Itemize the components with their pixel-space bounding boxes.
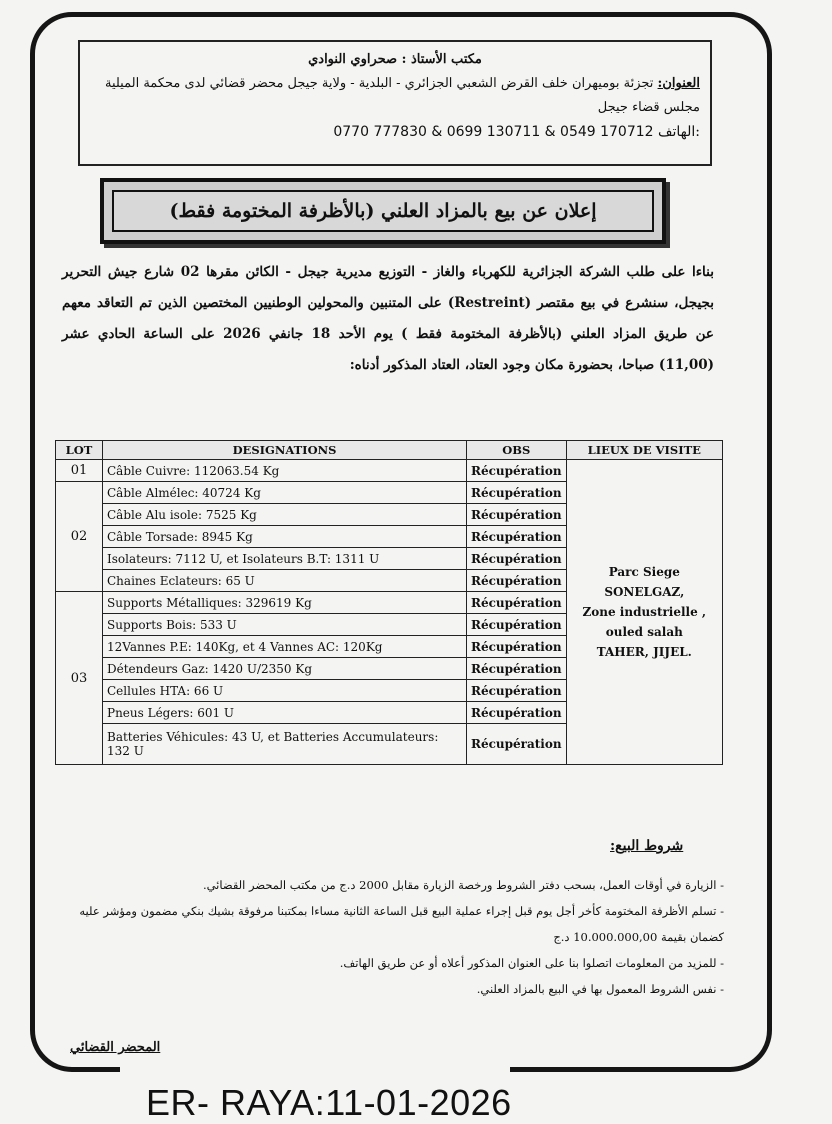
- address-text: تجزئة بوميهران خلف القرض الشعبي الجزائري - البلدية - ولاية جيجل محضر قضائي لدى محكمة الميلية مجلس قضاء جيجل: [104, 76, 700, 115]
- designation: Supports Bois: 533 U: [103, 614, 467, 636]
- lieux-line: TAHER, JIJEL.: [596, 645, 692, 659]
- phone-numbers: 0770 777830 & 0699 130711 & 0549 170712: [333, 124, 654, 140]
- obs: Récupération: [467, 504, 567, 526]
- office-header: [78, 40, 712, 166]
- lot-number: 03: [56, 592, 103, 765]
- table-row: [56, 460, 723, 482]
- header-lot: LOT: [56, 441, 103, 460]
- announcement-title-box: [100, 178, 666, 244]
- obs: Récupération: [467, 724, 567, 765]
- header-designations: DESIGNATIONS: [103, 441, 467, 460]
- header-obs: OBS: [467, 441, 567, 460]
- lieux-line: Parc Siege: [608, 565, 680, 579]
- lots-table: [55, 440, 723, 765]
- designation: Pneus Légers: 601 U: [103, 702, 467, 724]
- condition-item: - للمزيد من المعلومات اتصلوا بنا على العنوان المذكور أعلاه أو عن طريق الهاتف.: [339, 956, 724, 970]
- address-label: العنوان:: [657, 76, 700, 91]
- announcement-title: إعلان عن بيع بالمزاد العلني (بالأظرفة المختومة فقط): [112, 190, 654, 232]
- lieux-line: SONELGAZ,: [604, 585, 685, 599]
- lot-number: 01: [56, 460, 103, 482]
- lieux-line: Zone industrielle ,: [582, 605, 707, 619]
- obs: Récupération: [467, 460, 567, 482]
- publication-footer: ER- RAYA:11-01-2026: [146, 1082, 512, 1123]
- visit-location: [566, 460, 722, 765]
- designation: Câble Cuivre: 112063.54 Kg: [103, 460, 467, 482]
- obs: Récupération: [467, 526, 567, 548]
- designation: Chaines Eclateurs: 65 U: [103, 570, 467, 592]
- frame-gap: [120, 1062, 510, 1082]
- header-lieux: LIEUX DE VISITE: [566, 441, 722, 460]
- obs: Récupération: [467, 702, 567, 724]
- designation: Batteries Véhicules: 43 U, et Batteries Accumulateurs: 132 U: [103, 724, 467, 765]
- office-phones: [90, 120, 700, 144]
- obs: Récupération: [467, 636, 567, 658]
- condition-item: - الزيارة في أوقات العمل، بسحب دفتر الشروط ورخصة الزيارة مقابل 2000 د.ج من مكتب المحضر القضائي.: [202, 878, 724, 892]
- designation: 12Vannes P.E: 140Kg, et 4 Vannes AC: 120Kg: [103, 636, 467, 658]
- intro-paragraph: بناءا على طلب الشركة الجزائرية للكهرباء والغاز - التوزيع مديرية جيجل - الكائن مقرها 02 شارع جيش التحرير بجيجل، سنشرع في بيع مقتصر (Restreint) على المتنبين والمحولين الوطنيين المختصين الذين تم التعاقد معهم عن طريق المزاد العلني (بالأظرفة المختومة فقط ) يوم الأحد 18 جانفي 2026 على الساعة الحادي عشر (11,00) صباحا، بحضورة مكان وجود العتاد، العتاد المذكور أدناه:: [62, 264, 714, 373]
- signature: المحضر القضائي: [70, 1040, 161, 1055]
- obs: Récupération: [467, 592, 567, 614]
- office-title: مكتب الأستاذ : صحراوي النوادي: [308, 52, 482, 67]
- designation: Détendeurs Gaz: 1420 U/2350 Kg: [103, 658, 467, 680]
- obs: Récupération: [467, 614, 567, 636]
- designation: Cellules HTA: 66 U: [103, 680, 467, 702]
- conditions-title: شروط البيع:: [610, 838, 684, 854]
- phone-label: الهاتف:: [658, 124, 700, 140]
- obs: Récupération: [467, 658, 567, 680]
- designation: Câble Almélec: 40724 Kg: [103, 482, 467, 504]
- office-address: [90, 72, 700, 120]
- designation: Supports Métalliques: 329619 Kg: [103, 592, 467, 614]
- condition-item: - تسلم الأظرفة المختومة كأخر أجل يوم قبل إجراء عملية البيع قبل الساعة الثانية مساءا بمكتبنا مرفوقة بشيك بنكي مضمون ومؤشر عليه كضمان بقيمة 10.000.000,00 د.ج: [79, 904, 724, 944]
- designation: Câble Torsade: 8945 Kg: [103, 526, 467, 548]
- table-header-row: [56, 441, 723, 460]
- designation: Isolateurs: 7112 U, et Isolateurs B.T: 1311 U: [103, 548, 467, 570]
- obs: Récupération: [467, 548, 567, 570]
- lieux-line: ouled salah: [605, 625, 683, 639]
- obs: Récupération: [467, 680, 567, 702]
- conditions-list: [64, 872, 724, 1002]
- condition-item: - نفس الشروط المعمول بها في البيع بالمزاد العلني.: [476, 982, 724, 996]
- designation: Câble Alu isole: 7525 Kg: [103, 504, 467, 526]
- lot-number: 02: [56, 482, 103, 592]
- obs: Récupération: [467, 570, 567, 592]
- obs: Récupération: [467, 482, 567, 504]
